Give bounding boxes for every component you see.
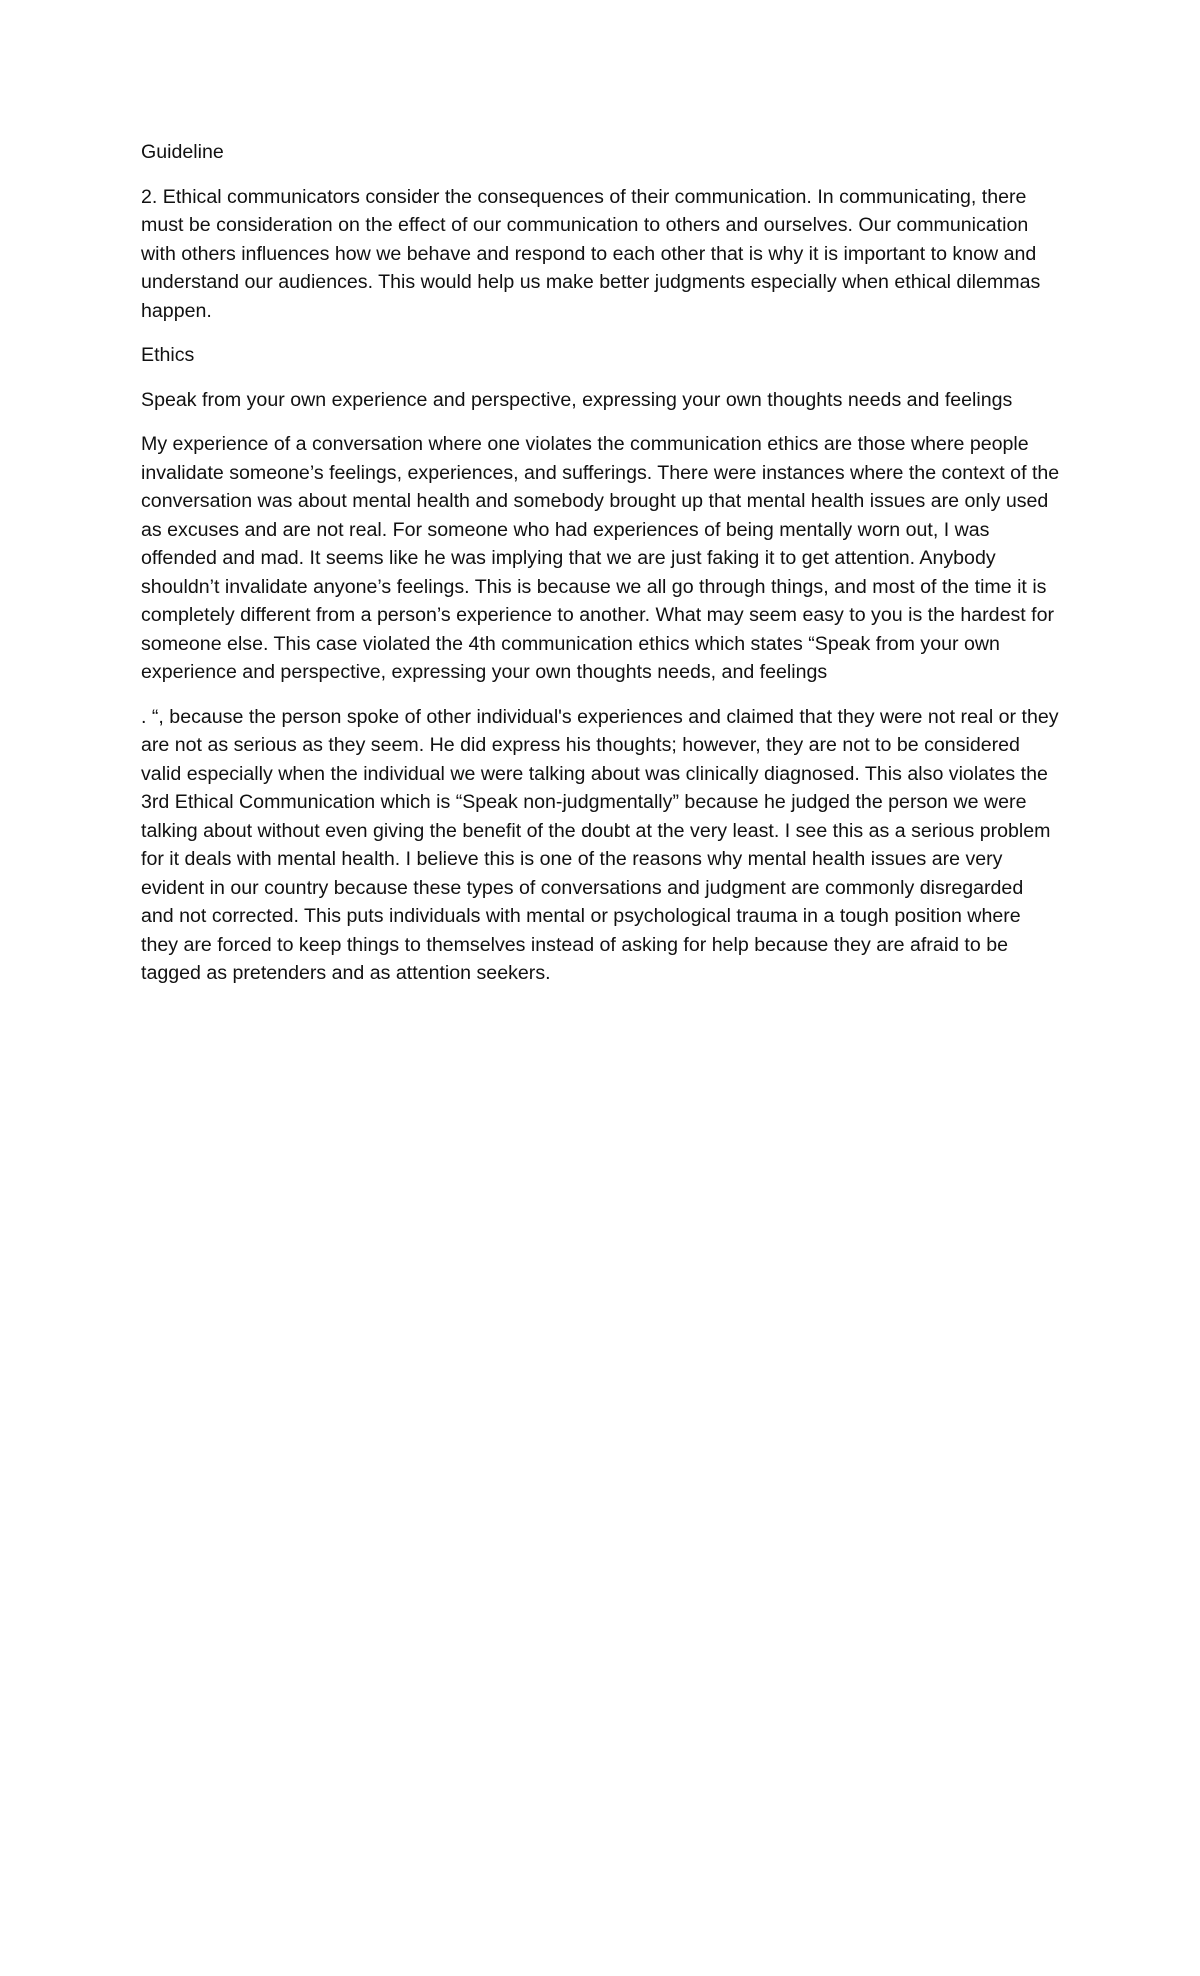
document-body — [141, 138, 1061, 1004]
heading-guideline: Guideline — [141, 141, 224, 163]
paragraph-ethics-statement: Speak from your own experience and perspective, expressing your own thoughts needs and feelings — [141, 388, 1013, 411]
paragraph-guideline: 2. Ethical communicators consider the consequences of their communication. In communicating, there must be consideration on the effect of our communication to others and ourselves. Our communication with others influences how we behave and respond to each other that is why it is important to know and understand our audiences. This would help us make better judgments especially when ethical dilemmas happen. — [141, 185, 1041, 322]
heading-ethics: Ethics — [141, 344, 195, 366]
paragraph-experience: My experience of a conversation where one violates the communication ethics are those where people invalidate someone’s feelings, experiences, and sufferings. There were instances where the context of the conversation was about mental health and somebody brought up that mental health issues are only used as excuses and are not real. For someone who had experiences of being mentally worn out, I was offended and mad. It seems like he was implying that we are just faking it to get attention. Anybody shouldn’t invalidate anyone’s feelings. This is because we all go through things, and most of the time it is completely different from a person’s experience to another. What may seem easy to you is the hardest for someone else. This case violated the 4th communication ethics which states “Speak from your own experience and perspective, expressing your own thoughts needs, and feelings — [141, 433, 1060, 683]
paragraph-continuation: . “, because the person spoke of other individual's experiences and claimed that they were not real or they are not as serious as they seem. He did express his thoughts; however, they are not to be considered valid especially when the individual we were talking about was clinically diagnosed. This also violates the 3rd Ethical Communication which is “Speak non-judgmentally” because he judged the person we were talking about without even giving the benefit of the doubt at the very least. I see this as a serious problem for it deals with mental health. I believe this is one of the reasons why mental health issues are very evident in our country because these types of conversations and judgment are commonly disregarded and not corrected. This puts individuals with mental or psychological trauma in a tough position where they are forced to keep things to themselves instead of asking for help because they are afraid to be tagged as pretenders and as attention seekers. — [141, 705, 1059, 984]
